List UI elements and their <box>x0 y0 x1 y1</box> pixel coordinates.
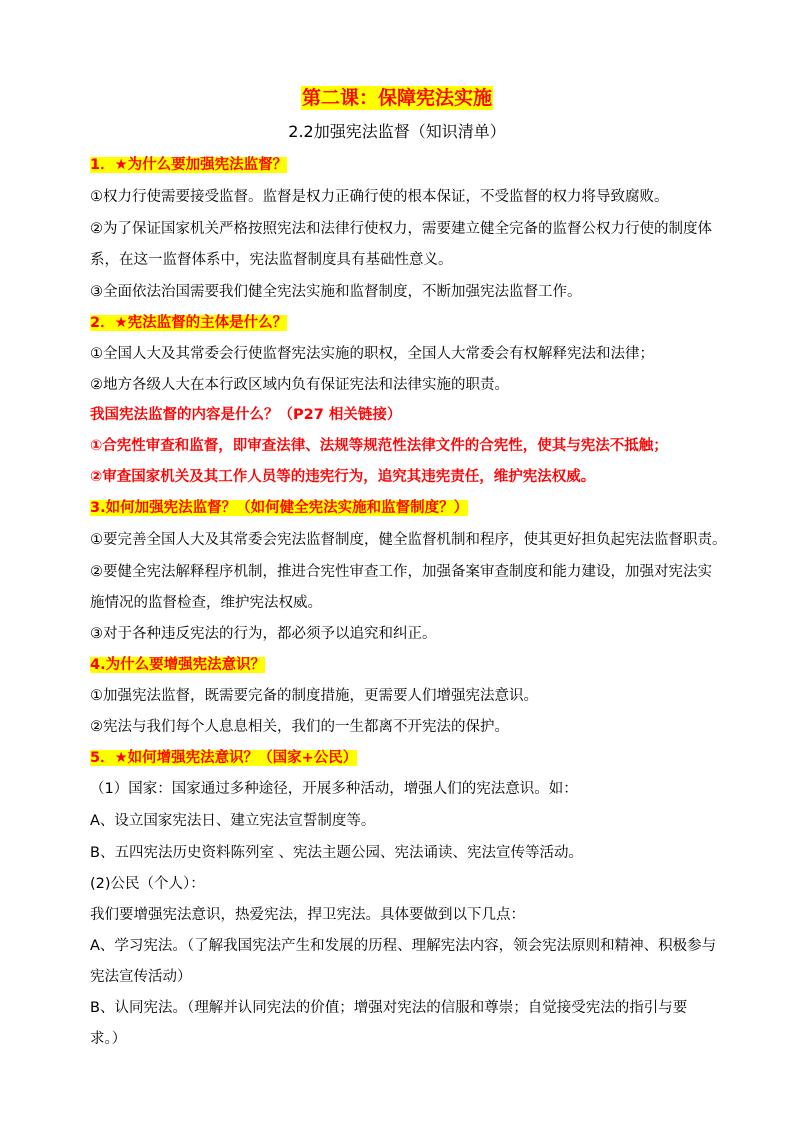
title-wrap <box>0 86 794 110</box>
q3-point-2-line1: ②要健全宪法解释程序机制，推进合宪性审查工作，加强备案审查制度和能力建设，加强对宪法实 <box>90 564 712 580</box>
question-1-heading: 1．★为什么要加强宪法监督？ <box>90 157 288 173</box>
q5-citizen-a-line2: 宪法宣传活动） <box>90 969 192 985</box>
q4-point-1: ①加强宪法监督，既需要完备的制度措施，更需要人们增强宪法意识。 <box>90 688 538 704</box>
q2-point-1: ①全国人大及其常委会行使监督宪法实施的职权，全国人大常委会有权解释宪法和法律； <box>90 346 654 362</box>
q5-state-intro: （1）国家：国家通过多种途径，开展多种活动，增强人们的宪法意识。如： <box>90 781 578 797</box>
q5-citizen-b-line2: 求。） <box>90 1031 127 1047</box>
q1-point-2-line1: ②为了保证国家机关严格按照宪法和法律行使权力，需要建立健全完备的监督公权力行使的制度体 <box>90 221 712 237</box>
page-subtitle: 2.2加强宪法监督（知识清单） <box>288 122 506 141</box>
q5-citizen-a-line1: A、学习宪法。（了解我国宪法产生和发展的历程、理解宪法内容，领会宪法原则和精神、积极参与 <box>90 938 717 954</box>
q5-state-b: B、五四宪法历史资料陈列室 、宪法主题公园、宪法诵读、宪法宣传等活动。 <box>90 845 584 861</box>
q4-point-2: ②宪法与我们每个人息息相关，我们的一生都离不开宪法的保护。 <box>90 719 509 735</box>
q3-point-1: ①要完善全国人大及其常委会宪法监督制度，健全监督机制和程序，使其更好担负起宪法监督职责。 <box>90 532 727 548</box>
question-3-heading: 3.如何加强宪法监督？（如何健全宪法实施和监督制度？） <box>90 500 469 516</box>
q3-point-3: ③对于各种违反宪法的行为，都必须予以追究和纠正。 <box>90 626 437 642</box>
q5-citizen-b-line1: B、认同宪法。（理解并认同宪法的价值；增强对宪法的信服和尊崇；自觉接受宪法的指引与要 <box>90 1000 688 1016</box>
question-4-heading: 4.为什么要增强宪法意识？ <box>90 657 266 673</box>
supervision-content-2: ②审查国家机关及其工作人员等的违宪行为，追究其违宪责任，维护宪法权威。 <box>90 469 596 485</box>
supervision-content-1: ①合宪性审查和监督，即审查法律、法规等规范性法律文件的合宪性，使其与宪法不抵触； <box>90 438 668 454</box>
question-2-heading: 2．★宪法监督的主体是什么？ <box>90 315 288 331</box>
question-5-heading: 5．★如何增强宪法意识？（国家+公民） <box>90 750 358 766</box>
q5-citizen-heading: (2)公民（个人）： <box>90 876 205 892</box>
q1-point-3: ③全面依法治国需要我们健全宪法实施和监督制度，不断加强宪法监督工作。 <box>90 284 582 300</box>
q2-point-2: ②地方各级人大在本行政区域内负有保证宪法和法律实施的职责。 <box>90 377 509 393</box>
q5-citizen-intro: 我们要增强宪法意识，热爱宪法，捍卫宪法。具体要做到以下几点： <box>90 907 525 923</box>
q1-point-1: ①权力行使需要接受监督。监督是权力正确行使的根本保证，不受监督的权力将导致腐败。 <box>90 189 669 205</box>
q1-point-2-line2: 系，在这一监督体系中，宪法监督制度具有基础性意义。 <box>90 252 453 268</box>
q5-state-a: A、设立国家宪法日、建立宪法宣誓制度等。 <box>90 813 376 829</box>
supervision-content-heading: 我国宪法监督的内容是什么？（P27 相关链接） <box>90 407 402 423</box>
page-title: 第二课：保障宪法实施 <box>301 87 492 109</box>
q3-point-2-line2: 施情况的监督检查，维护宪法权威。 <box>90 595 322 611</box>
